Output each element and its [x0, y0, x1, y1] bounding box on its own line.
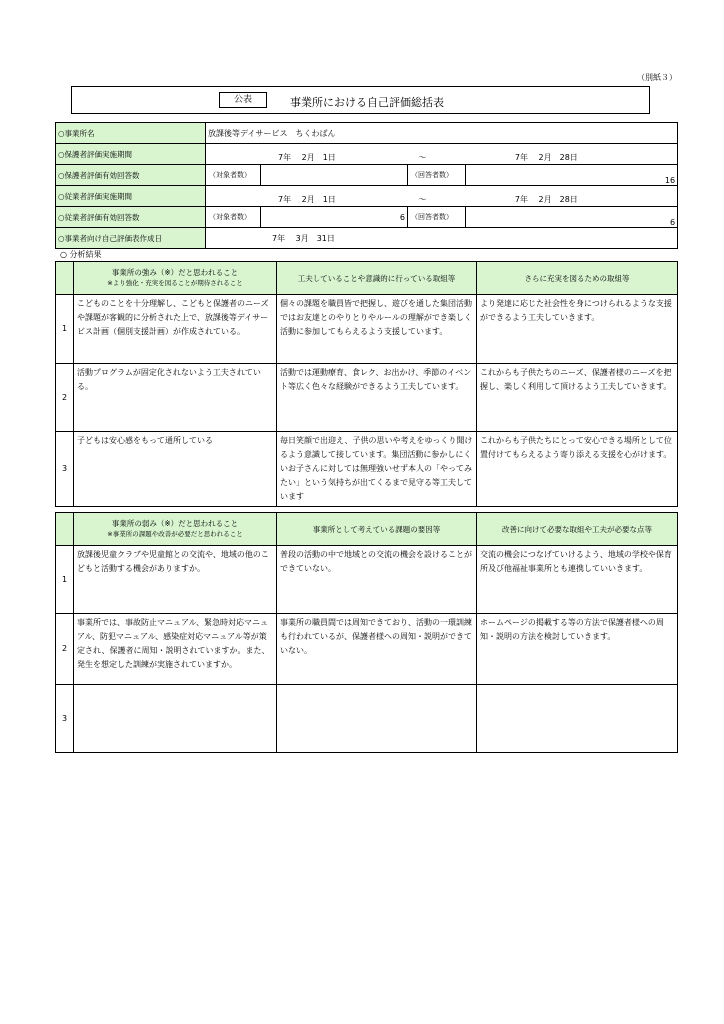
staff-end-date: 7年 2月 28日	[514, 194, 578, 204]
weaknesses-header-2: 事業所として考えている課題の要因等	[277, 513, 477, 546]
row-number: 1	[56, 546, 74, 614]
header-blank-cell	[56, 262, 74, 295]
row-number: 3	[56, 432, 74, 507]
target-count-label-2: （対象者数）	[206, 207, 261, 228]
header-note: ※より強化・充実を図ることが期待されること	[107, 279, 243, 287]
annex-label: （別紙３）	[637, 73, 677, 82]
header-blank-cell	[56, 513, 74, 546]
staff-tilde: ～	[418, 194, 427, 204]
effort-cell: 個々の課題を職員皆で把握し、遊びを通した集団活動ではお友達とのやりとりやルールの理解ができ楽しく活動に参加してもらえるよう支援しています。	[277, 295, 477, 364]
improvement-cell: より発達に応じた社会性を身につけられるような支援ができるよう工夫していきます。	[477, 295, 678, 364]
table-row	[56, 546, 678, 614]
strengths-header-1	[74, 262, 277, 295]
info-table	[55, 122, 678, 249]
row-number: 3	[56, 685, 74, 753]
target-count-value-1	[261, 165, 408, 186]
table-row	[56, 685, 678, 753]
weakness-cell	[74, 685, 277, 753]
guardian-tilde: ～	[418, 152, 427, 162]
row-number: 1	[56, 295, 74, 364]
action-cell: ホームページの掲載する等の方法で保護者様への周知・説明の方法を検討していきます。	[477, 614, 678, 685]
guardian-start-date: 7年 2月 1日	[278, 152, 336, 162]
strength-cell: 子どもは安心感をもって通所している	[74, 432, 277, 507]
staff-count-label: ○従業者評価有効回答数	[56, 207, 206, 228]
cause-cell: 普段の活動の中で地域との交流の機会を設けることができていない。	[277, 546, 477, 614]
analysis-label: ○ 分析結果	[60, 250, 102, 259]
improvement-cell: これからも子供たちにとって安心できる場所として位置付けてもらえるよう寄り添える支援を心がけます。	[477, 432, 678, 507]
cause-cell	[277, 685, 477, 753]
staff-period-value	[206, 186, 678, 207]
staff-count-row	[56, 207, 678, 228]
staff-period-row	[56, 186, 678, 207]
answer-count-label-2: （回答者数）	[408, 207, 466, 228]
weakness-cell: 事業所では、事故防止マニュアル、緊急時対応マニュアル、防犯マニュアル、感染症対応マニュアル等が策定され、保護者に周知・説明されていますか。また、発生を想定した訓練が実施されていますか。	[74, 614, 277, 685]
table-row	[56, 364, 678, 432]
report-date-row	[56, 228, 678, 249]
action-cell: 交流の機会につなげていけるよう、地域の学校や保育所及び他福祉事業所とも連携していいきます。	[477, 546, 678, 614]
staff-start-date: 7年 2月 1日	[278, 194, 336, 204]
strength-cell: 活動プログラムが固定化されないよう工夫されている。	[74, 364, 277, 432]
weaknesses-table	[55, 512, 678, 753]
table-row	[56, 614, 678, 685]
weaknesses-header-row	[56, 513, 678, 546]
weaknesses-header-1	[74, 513, 277, 546]
target-count-value-2: 6	[261, 207, 408, 228]
guardian-count-row	[56, 165, 678, 186]
effort-cell: 活動では運動療育、食レク、お出かけ、季節のイベント等広く色々な経験ができるよう工夫しています。	[277, 364, 477, 432]
page-title: 事業所における自己評価総括表	[290, 96, 444, 109]
weakness-cell: 放課後児童クラブや児童館との交流や、地域の他のこどもと活動する機会がありますか。	[74, 546, 277, 614]
office-name-label: ○事業所名	[56, 123, 206, 144]
report-date-label: ○事業者向け自己評価表作成日	[56, 228, 206, 249]
row-number: 2	[56, 364, 74, 432]
target-count-label-1: （対象者数）	[206, 165, 261, 186]
strengths-header-2: 工夫していることや意識的に行っている取組等	[277, 262, 477, 295]
answer-count-label-1: （回答者数）	[408, 165, 466, 186]
header-main: 事業所の強み（※）だと思われること	[111, 268, 239, 277]
header-main: 事業所の弱み（※）だと思われること	[111, 519, 239, 528]
strengths-header-row	[56, 262, 678, 295]
answer-count-value-2: 6	[466, 207, 678, 228]
header-note: ※事業所の課題や改善が必要だと思われること	[107, 530, 243, 538]
public-label: 公表	[219, 92, 267, 108]
strength-cell: こどものことを十分理解し、こどもと保護者のニーズや課題が客観的に分析された上で、放課後等デイサービス計画（個別支援計画）が作成されている。	[74, 295, 277, 364]
strengths-table	[55, 261, 678, 507]
effort-cell: 毎日笑顔で出迎え、子供の思いや考えをゆっくり聞けるよう意識して接しています。集団活動に参かしにくいお子さんに対しては無理強いせず本人の「やってみたい」という気持ちが出てくるまで見守る等工夫しています	[277, 432, 477, 507]
row-number: 2	[56, 614, 74, 685]
guardian-period-label: ○保護者評価実施期間	[56, 144, 206, 165]
table-row	[56, 295, 678, 364]
report-date: 7年 3月 31日	[272, 233, 335, 243]
guardian-period-value	[206, 144, 678, 165]
office-name-row	[56, 123, 678, 144]
weaknesses-header-3: 改善に向けて必要な取組や工夫が必要な点等	[477, 513, 678, 546]
title-box	[71, 86, 650, 114]
improvement-cell: これからも子供たちのニーズ、保護者様のニーズを把握し、楽しく利用して頂けるよう工夫していきます。	[477, 364, 678, 432]
staff-period-label: ○従業者評価実施期間	[56, 186, 206, 207]
cause-cell: 事業所の職員間では周知できており、活動の一環訓練も行われているが、保護者様への周知・説明ができていない。	[277, 614, 477, 685]
guardian-end-date: 7年 2月 28日	[514, 152, 578, 162]
report-date-value	[206, 228, 678, 249]
answer-count-value-1: 16	[466, 165, 678, 186]
guardian-count-label: ○保護者評価有効回答数	[56, 165, 206, 186]
table-row	[56, 432, 678, 507]
guardian-period-row	[56, 144, 678, 165]
office-name-value: 放課後等デイサービス ちくわばん	[206, 123, 678, 144]
action-cell	[477, 685, 678, 753]
strengths-header-3: さらに充実を図るための取組等	[477, 262, 678, 295]
